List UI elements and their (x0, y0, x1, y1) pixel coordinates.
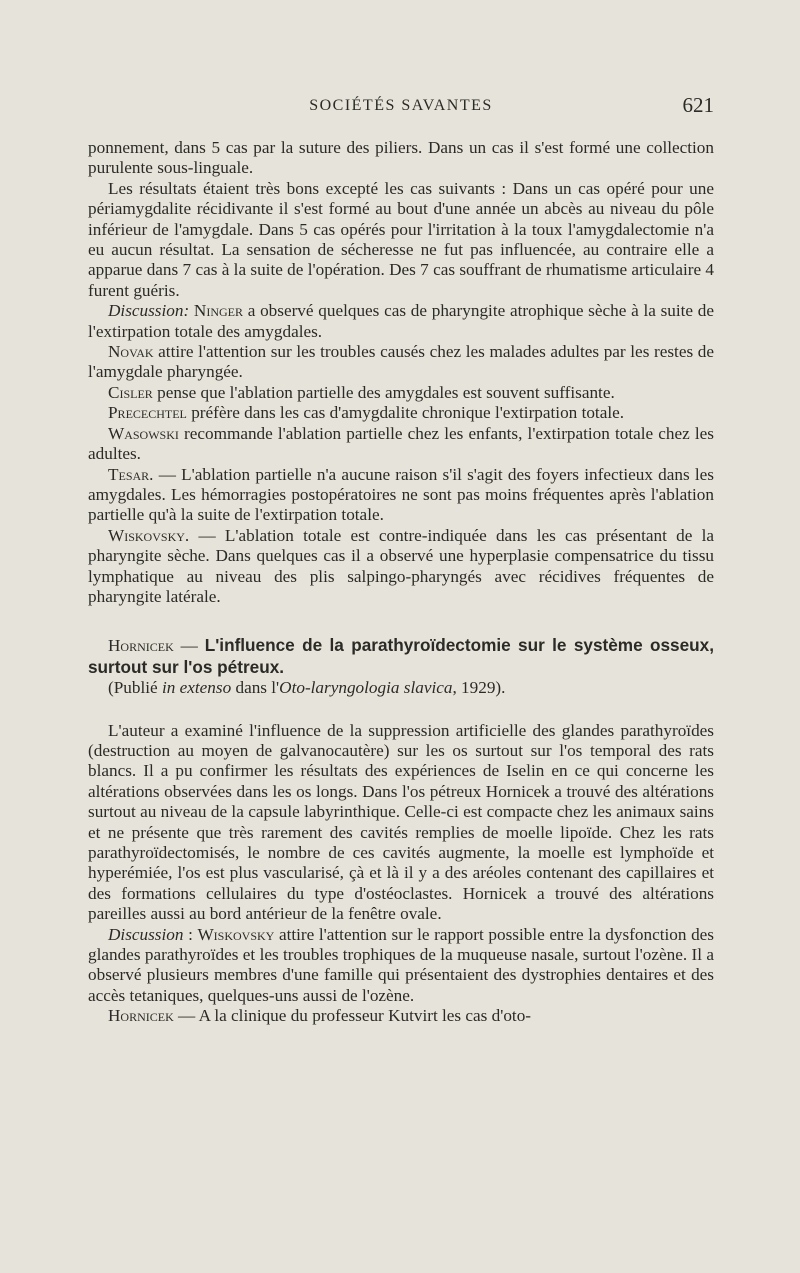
pub-text: , 1929). (452, 678, 506, 698)
paragraph: Les résultats étaient très bons excepté les cas suivants : Dans un cas opéré pour une périamygdalite récidivante il s'est formé au bout d'une année un abcès au niveau du pôle inférieur de l'amygdale. Dans 5 cas opérés pour l'irritation à la toux l'amygdalectomie n'a eu aucun résultat. La sensation de sécheresse ne fut pas influencée, au contraire elle a apparue dans 7 cas à la suite de l'opération. Des 7 cas souffrant de rhumatisme articulaire 4 furent guéris. (88, 178, 714, 300)
article-author: Hornicek (108, 636, 174, 656)
pub-journal: Oto-laryngologia slavica (279, 678, 453, 698)
paragraph (88, 342, 714, 383)
pub-text: dans l' (231, 678, 280, 698)
author-name: Precechtel (108, 403, 187, 423)
author-name: Tesar. (108, 464, 154, 484)
page-header (88, 93, 714, 123)
author-name: Wasowski (108, 423, 179, 443)
paragraph (88, 526, 714, 608)
running-title: SOCIÉTÉS SAVANTES (309, 97, 493, 114)
heading-dash: — (173, 636, 205, 656)
author-name: Ninger (193, 301, 243, 321)
paragraph: L'auteur a examiné l'influence de la suppression artificielle des glandes parathyroïdes (destruction au moyen de galvanocautère) sur les os surtout sur l'os temporal des rats blancs. Il a pu confirmer les résultats des expériences de Iselin en ce qui concerne les altérations observées dans les os longs. Dans l'os pétreux Hornicek a trouvé des altérations surtout au niveau de la capsule labyrinthique. Celle-ci est compacte chez les animaux sains et ne présente que très rarement des cavités remplies de moelle lipoïde. Chez les rats parathyroïdectomisés, le nombre de ces cavités augmente, la moelle est lymphoïde et hyperémiée, l'os est plus vascularisé, çà et là il y a des aréoles contenant des capillaires et des formations cellulaires du type d'ostéoclastes. Hornicek a trouvé des altérations pareilles aussi au bord antérieur de la fenêtre ovale. (88, 720, 714, 924)
page-number: 621 (682, 93, 714, 117)
author-name: Novak (108, 342, 154, 362)
page-body (88, 138, 714, 1027)
paragraph-text: — L'ablation partielle n'a aucune raison s'il s'agit des foyers infectieux dans les amygdales. Les hémorragies postopératoires ne sont pas moins fréquentes après l'ablation partielle qu'à la suite de l'extirpation totale. (88, 464, 714, 525)
paragraph (88, 925, 714, 1007)
paragraph-text: recommande l'ablation partielle chez les enfants, l'extirpation totale chez les adultes. (88, 423, 714, 464)
paragraph (88, 403, 714, 423)
author-name: Cisler (108, 382, 153, 402)
paragraph: ponnement, dans 5 cas par la suture des piliers. Dans un cas il s'est formé une collection purulente sous-linguale. (88, 138, 714, 178)
publication-note (88, 678, 714, 698)
paragraph (88, 465, 714, 526)
paragraph-text: attire l'attention sur le rapport possible entre la dysfonction des glandes parathyroïdes et les troubles trophiques de la muqueuse nasale, surtout l'ozène. Il a observé plusieurs membres d'une famille qui présentaient des dystrophies dentaires et des accès tetaniques, quelques-uns aussi de l'ozène. (88, 924, 714, 1005)
paragraph (88, 424, 714, 465)
author-name: Wiskovsky. (108, 525, 190, 545)
paragraph (88, 383, 714, 403)
discussion-label: Discussion: (108, 301, 190, 321)
paragraph-text: — L'ablation totale est contre-indiquée dans les cas présentant de la pharyngite sèche. Dans quelques cas il a observé une hyperplasie compensatrice du tissu lymphatique au niveau des plis salpingo-pharyngés avec récidives fréquentes de pharyngite latérale. (88, 525, 714, 606)
paragraph-text: a observé quelques cas de pharyngite atrophique sèche à la suite de l'extirpation totale des amygdales. (88, 301, 714, 341)
paragraph-text: pense que l'ablation partielle des amygdales est souvent suffisante. (152, 382, 615, 402)
article-title: L'influence de la parathyroïdectomie sur le système osseux, surtout sur l'os pétreux. (88, 635, 715, 677)
paragraph-text: préfère dans les cas d'amygdalite chronique l'extirpation totale. (186, 403, 625, 423)
author-name: Wiskovsky (197, 924, 275, 944)
discussion-label: Discussion (108, 924, 184, 944)
author-name: Hornicek (108, 1006, 174, 1026)
pub-in-extenso: in extenso (161, 678, 232, 698)
paragraph-text: — A la clinique du professeur Kutvirt les cas d'oto- (173, 1006, 532, 1026)
pub-text: (Publié (108, 678, 162, 698)
paragraph (88, 1006, 714, 1026)
paragraph-text: : (183, 924, 198, 944)
paragraph-text: attire l'attention sur les troubles causés chez les malades adultes par les restes de l'amygdale pharyngée. (88, 342, 714, 382)
paragraph (88, 301, 714, 342)
article-heading (88, 635, 714, 678)
